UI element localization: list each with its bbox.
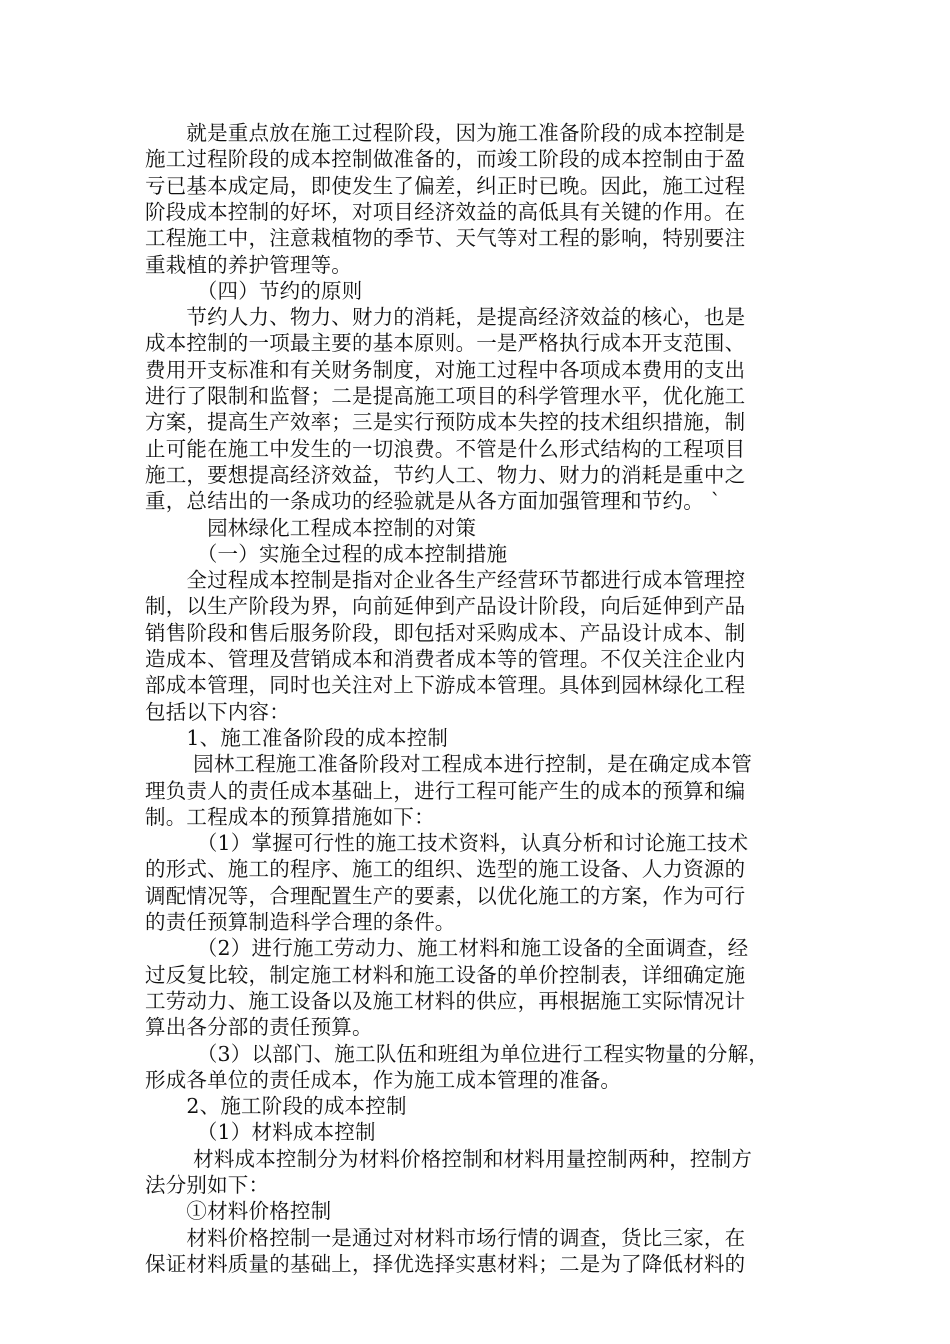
text-line: （3）以部门、施工队伍和班组为单位进行工程实物量的分解，: [145, 1041, 769, 1066]
text-line: （1）掌握可行性的施工技术资料，认真分析和讨论施工技术: [145, 831, 749, 856]
text-line: 部成本管理，同时也关注对上下游成本管理。具体到园林绿化工程: [145, 673, 746, 698]
text-line: 的形式、施工的程序、施工的组织、选型的施工设备、人力资源的: [145, 857, 746, 882]
section-heading: （1）材料成本控制: [145, 1120, 376, 1145]
section-heading: 2、施工阶段的成本控制: [145, 1094, 407, 1119]
section-heading: 园林绿化工程成本控制的对策: [145, 515, 477, 540]
text-line: 重栽植的养护管理等。: [145, 252, 352, 277]
text-line: 过反复比较，制定施工材料和施工设备的单价控制表，详细确定施: [145, 962, 746, 987]
text-line: 成本控制的一项最主要的基本原则。一是严格执行成本开支范围、: [145, 331, 746, 356]
text-line: 制，以生产阶段为界，向前延伸到产品设计阶段，向后延伸到产品: [145, 594, 746, 619]
text-line: 节约人力、物力、财力的消耗，是提高经济效益的核心，也是: [145, 305, 746, 330]
text-line: 就是重点放在施工过程阶段，因为施工准备阶段的成本控制是: [145, 121, 746, 145]
text-line: 材料成本控制分为材料价格控制和材料用量控制两种，控制方: [145, 1146, 753, 1171]
section-heading: （四）节约的原则: [145, 278, 363, 303]
text-line: 阶段成本控制的好坏，对项目经济效益的高低具有关键的作用。在: [145, 199, 746, 224]
section-heading: ①材料价格控制: [145, 1199, 332, 1224]
text-line: 费用开支标准和有关财务制度，对施工过程中各项成本费用的支出: [145, 357, 746, 382]
section-heading: （一）实施全过程的成本控制措施: [145, 541, 508, 566]
text-line: 工程施工中，注意栽植物的季节、天气等对工程的影响，特别要注: [145, 226, 746, 251]
text-line: 的责任预算制造科学合理的条件。: [145, 910, 456, 934]
section-heading: 1、施工准备阶段的成本控制: [145, 725, 449, 750]
text-line: 销售阶段和售后服务阶段，即包括对采购成本、产品设计成本、制: [145, 620, 746, 645]
text-line: 重，总结出的一条成功的经验就是从各方面加强管理和节约。 `: [145, 489, 722, 514]
text-line: 进行了限制和监督；二是提高施工项目的科学管理水平，优化施工: [145, 384, 746, 408]
text-line: 包括以下内容：: [145, 699, 290, 724]
text-line: 园林工程施工准备阶段对工程成本进行控制，是在确定成本管: [145, 752, 753, 777]
text-line: 止可能在施工中发生的一切浪费。不管是什么形式结构的工程项目: [145, 436, 746, 461]
text-line: 施工，要想提高经济效益，节约人工、物力、财力的消耗是重中之: [145, 462, 746, 487]
text-line: 调配情况等，合理配置生产的要素，以优化施工的方案，作为可行: [145, 883, 746, 908]
text-line: 算出各分部的责任预算。: [145, 1015, 373, 1040]
text-line: 保证材料质量的基础上，择优选择实惠材料；二是为了降低材料的: [145, 1251, 746, 1276]
text-line: 造成本、管理及营销成本和消费者成本等的管理。不仅关注企业内: [145, 647, 746, 671]
text-line: 工劳动力、施工设备以及施工材料的供应，再根据施工实际情况计: [145, 988, 746, 1013]
text-line: （2）进行施工劳动力、施工材料和施工设备的全面调查，经: [145, 936, 749, 961]
text-line: 材料价格控制一是通过对材料市场行情的调查，货比三家，在: [145, 1225, 746, 1250]
text-line: 全过程成本控制是指对企业各生产经营环节都进行成本管理控: [145, 568, 746, 593]
text-line: 施工过程阶段的成本控制做准备的，而竣工阶段的成本控制由于盈: [145, 147, 746, 172]
text-line: 法分别如下：: [145, 1173, 270, 1197]
text-line: 亏已基本成定局，即使发生了偏差，纠正时已晚。因此，施工过程: [145, 173, 746, 198]
text-line: 形成各单位的责任成本，作为施工成本管理的准备。: [145, 1067, 622, 1092]
text-line: 理负责人的责任成本基础上，进行工程可能产生的成本的预算和编: [145, 778, 746, 803]
text-line: 制。工程成本的预算措施如下：: [145, 804, 435, 829]
text-line: 方案，提高生产效率；三是实行预防成本失控的技术组织措施，制: [145, 410, 746, 435]
